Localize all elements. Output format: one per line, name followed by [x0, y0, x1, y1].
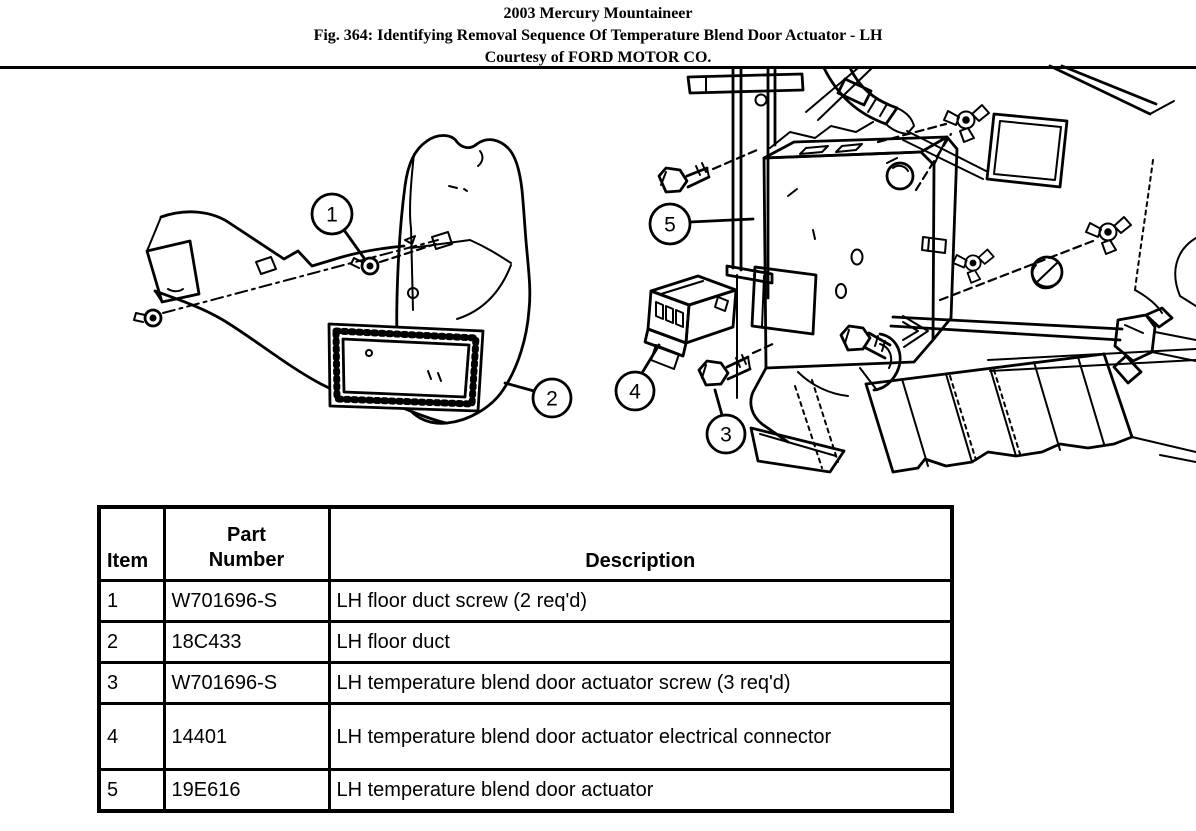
retainer-clip-middle [1086, 217, 1131, 254]
callout-5-label: 5 [664, 213, 676, 237]
callout-1-label: 1 [326, 203, 338, 227]
callout-2-label: 2 [546, 387, 558, 411]
retainer-clip-top [944, 105, 989, 142]
retainer-clip-lower [953, 250, 994, 283]
cell-item: 3 [99, 663, 164, 704]
cell-item: 2 [99, 622, 164, 663]
callout-3 [707, 390, 745, 453]
cell-item: 4 [99, 704, 164, 770]
cell-description: LH floor duct [329, 622, 952, 663]
hvac-case-edges [1050, 66, 1196, 313]
cell-description: LH temperature blend door actuator [329, 770, 952, 811]
table-row [99, 663, 952, 704]
courtesy-note: Courtesy of FORD MOTOR CO. [484, 49, 712, 66]
cell-part-number: 19E616 [164, 770, 329, 811]
case-seam [988, 349, 1196, 371]
cell-description: LH temperature blend door actuator screw (3 req'd) [329, 663, 952, 704]
case-fins [866, 354, 1196, 472]
callout-3-label: 3 [720, 423, 732, 447]
mounting-bracket [688, 68, 872, 398]
actuator-rod [891, 308, 1196, 383]
cell-description: LH temperature blend door actuator electrical connector [329, 704, 952, 770]
callout-4 [616, 345, 659, 410]
floor-duct-opening [329, 324, 483, 411]
column-header-description: Description [329, 507, 952, 581]
callout-5 [650, 204, 753, 244]
column-header-part-number [164, 507, 329, 581]
table-row [99, 770, 952, 811]
table-row [99, 581, 952, 622]
callout-2 [505, 379, 571, 417]
cell-part-number: 18C433 [164, 622, 329, 663]
actuator-screw-right [841, 326, 890, 358]
callout-4-label: 4 [629, 380, 641, 404]
cell-part-number: W701696-S [164, 581, 329, 622]
cell-item: 1 [99, 581, 164, 622]
parts-table [97, 505, 954, 813]
cell-part-number: 14401 [164, 704, 329, 770]
cell-description: LH floor duct screw (2 req'd) [329, 581, 952, 622]
table-header-row [99, 507, 952, 581]
electrical-connector [645, 276, 736, 369]
cell-part-number: W701696-S [164, 663, 329, 704]
part-number-header-text: Part Number [208, 524, 285, 571]
doc-title: 2003 Mercury Mountaineer [503, 5, 693, 22]
figure-caption: Fig. 364: Identifying Removal Sequence Of Temperature Blend Door Actuator - LH [313, 27, 883, 44]
floor-duct-screw-left [134, 240, 438, 326]
access-plate [987, 114, 1067, 187]
cell-item: 5 [99, 770, 164, 811]
callout-1 [312, 194, 364, 258]
table-row [99, 704, 952, 770]
column-header-item: Item [99, 507, 164, 581]
table-row [99, 622, 952, 663]
